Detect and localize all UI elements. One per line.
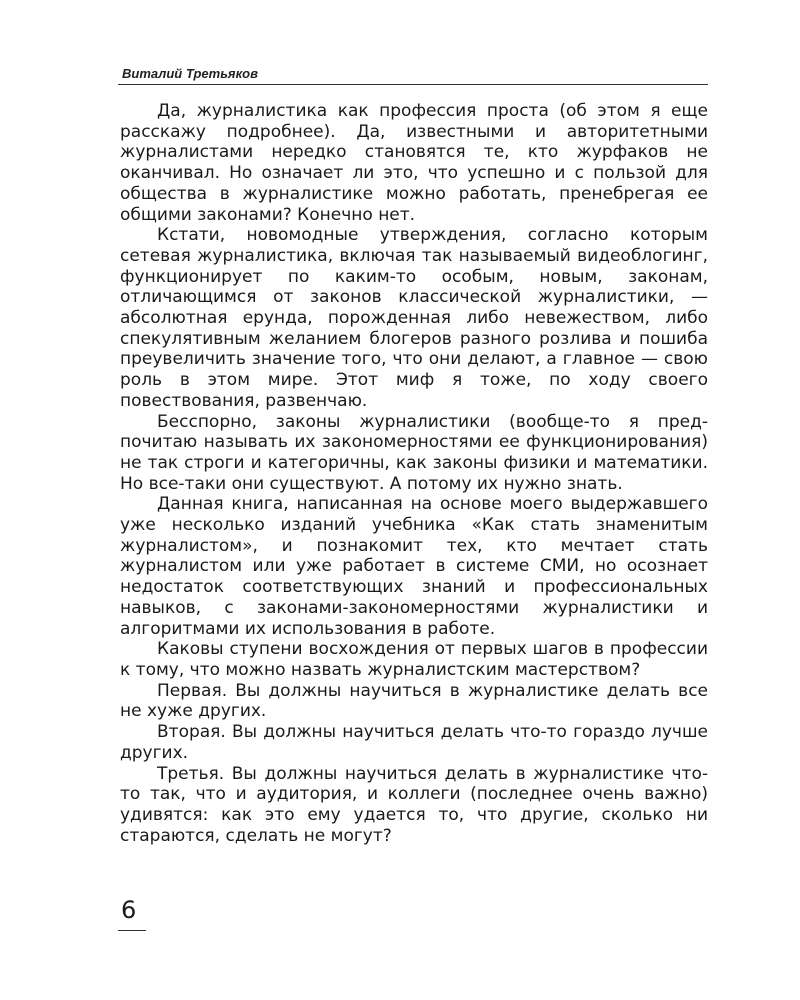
body-text (120, 101, 708, 846)
paragraph: Первая. Вы должны научиться в журналистике делать все не хуже других. (120, 680, 708, 722)
header-rule (118, 84, 708, 85)
paragraph: Вторая. Вы должны научиться делать что-то гораздо лучше других. (120, 722, 708, 763)
paragraph: Кстати, новомодные утверждения, согласно которым сетевая журналистика, включая так называемый видеоблогинг, функционирует по каким-то особым, новым, законам, отличающимся от законов классической журналистики, — абсолютная ерунда, порожденная либо невежеством, либо спекулятивным желанием блогеров разного розлива и пошиба преувеличить значение того, что они делают, а главное — свою роль в этом мире. Этот миф я тоже, по ходу своего повествования, развенчаю. (120, 225, 708, 411)
footer-rule (118, 930, 146, 931)
paragraph: Каковы ступени восхождения от первых шагов в профессии к тому, что можно назвать журналистским мастерством? (120, 639, 708, 680)
paragraph: Данная книга, написанная на основе моего выдержавшего уже несколько изданий учебника «Как стать знаменитым журналистом», и познакомит тех, кто мечтает стать журналистом или уже работает в системе СМИ, но осознает недостаток соответствующих знаний и профессиональных навыков, с законами-закономерностями журналистики и алгоритмами их использования в работе. (120, 494, 708, 639)
running-head: Виталий Третьяков (122, 66, 258, 81)
paragraph: Бесспорно, законы журналистики (вообще-то я предпочитаю называть их закономерностями ее функционирования) не так строги и категоричны, как законы физики и математики. Но все-таки они существуют. А потому их нужно знать. (120, 411, 708, 494)
page-number: 6 (121, 896, 137, 924)
paragraph: Да, журналистика как профессия проста (об этом я еще расскажу подробнее). Да, известными и авторитетными журналистами нередко становятся те, кто журфаков не оканчивал. Но означает ли это, что успешно и с пользой для общества в журналистике можно работать, пренебрегая ее общими законами? Конечно нет. (120, 101, 708, 225)
paragraph: Третья. Вы должны научиться делать в журналистике что-то так, что и аудитория, и коллеги (последнее очень важно) удивятся: как это ему удается то, что другие, сколько ни стараются, сделать не могут? (120, 763, 708, 846)
